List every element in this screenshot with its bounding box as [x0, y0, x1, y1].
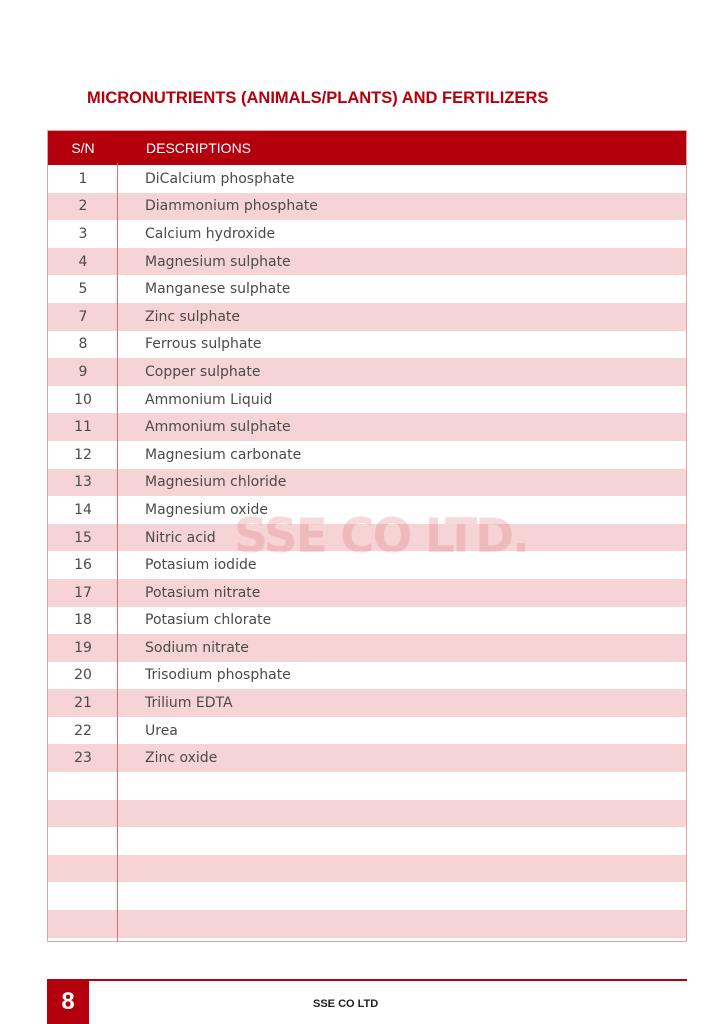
row-serial-number: 19: [74, 639, 92, 656]
table-row: [48, 303, 686, 331]
row-description: Zinc sulphate: [145, 308, 240, 325]
table-row: [48, 744, 686, 772]
table-row: [48, 717, 686, 745]
row-serial-number: 18: [74, 612, 92, 629]
row-description: Zinc oxide: [145, 750, 218, 767]
row-description: Copper sulphate: [145, 363, 261, 380]
row-description: Trilium EDTA: [145, 695, 233, 712]
row-description: Magnesium oxide: [145, 501, 268, 518]
table-row: [48, 579, 686, 607]
row-serial-number: 7: [78, 308, 88, 325]
row-serial-number: 8: [78, 336, 88, 353]
row-description: Trisodium phosphate: [145, 667, 291, 684]
table-row: [48, 275, 686, 303]
row-description: Ferrous sulphate: [145, 336, 262, 353]
row-description: Magnesium carbonate: [145, 446, 302, 463]
table-row: [48, 662, 686, 690]
row-serial-number: 3: [78, 225, 88, 242]
row-serial-number: 9: [78, 363, 88, 380]
table-row: [48, 441, 686, 469]
row-serial-number: 14: [74, 501, 92, 518]
row-serial-number: 1: [78, 170, 88, 187]
table-row: [48, 193, 686, 221]
table-row: [48, 689, 686, 717]
table-row: [48, 800, 686, 828]
row-description: Ammonium sulphate: [145, 419, 291, 436]
footer-rule: [47, 979, 687, 981]
row-description: Urea: [145, 722, 178, 739]
table-row: [48, 772, 686, 800]
row-description: Magnesium chloride: [145, 474, 287, 491]
row-description: Ammonium Liquid: [145, 391, 273, 408]
table-header: [48, 131, 686, 165]
page-number: 8: [47, 979, 89, 1024]
row-description: Potasium iodide: [145, 557, 257, 574]
row-serial-number: 5: [78, 281, 88, 298]
table-row: [48, 882, 686, 910]
row-serial-number: 22: [74, 722, 92, 739]
row-serial-number: 12: [74, 446, 92, 463]
row-description: Sodium nitrate: [145, 639, 249, 656]
row-serial-number: 13: [74, 474, 92, 491]
row-serial-number: 20: [74, 667, 92, 684]
row-serial-number: 17: [74, 584, 92, 601]
table-row: [48, 413, 686, 441]
row-serial-number: 11: [74, 419, 92, 436]
row-serial-number: 21: [74, 695, 92, 712]
table-row: [48, 248, 686, 276]
table-row: [48, 634, 686, 662]
table-row: [48, 386, 686, 414]
row-description: Manganese sulphate: [145, 281, 291, 298]
row-description: Magnesium sulphate: [145, 253, 291, 270]
row-description: Potasium nitrate: [145, 584, 261, 601]
column-header-descriptions: DESCRIPTIONS: [146, 140, 252, 156]
row-serial-number: 2: [78, 198, 88, 215]
row-description: Diammonium phosphate: [145, 198, 318, 215]
table-row: [48, 855, 686, 883]
row-serial-number: 23: [74, 750, 92, 767]
row-serial-number: 10: [74, 391, 92, 408]
row-serial-number: 4: [78, 253, 88, 270]
page-title: MICRONUTRIENTS (ANIMALS/PLANTS) AND FERTILIZERS: [87, 89, 549, 107]
table-row: [48, 910, 686, 938]
table-row: [48, 331, 686, 359]
row-serial-number: 15: [74, 529, 92, 546]
row-description: Potasium chlorate: [145, 612, 272, 629]
column-header-sn: S/N: [71, 140, 95, 156]
watermark: SSE CO LTD.: [234, 509, 528, 564]
table-row: [48, 220, 686, 248]
table-row: [48, 827, 686, 855]
row-description: Nitric acid: [145, 529, 216, 546]
table-row: [48, 607, 686, 635]
row-description: DiCalcium phosphate: [145, 170, 295, 187]
table-row: [48, 358, 686, 386]
table-row: [48, 469, 686, 497]
row-serial-number: 16: [74, 557, 92, 574]
column-divider: [117, 163, 118, 942]
footer-company: SSE CO LTD: [313, 998, 379, 1010]
table-row: [48, 165, 686, 193]
row-description: Calcium hydroxide: [145, 225, 276, 242]
